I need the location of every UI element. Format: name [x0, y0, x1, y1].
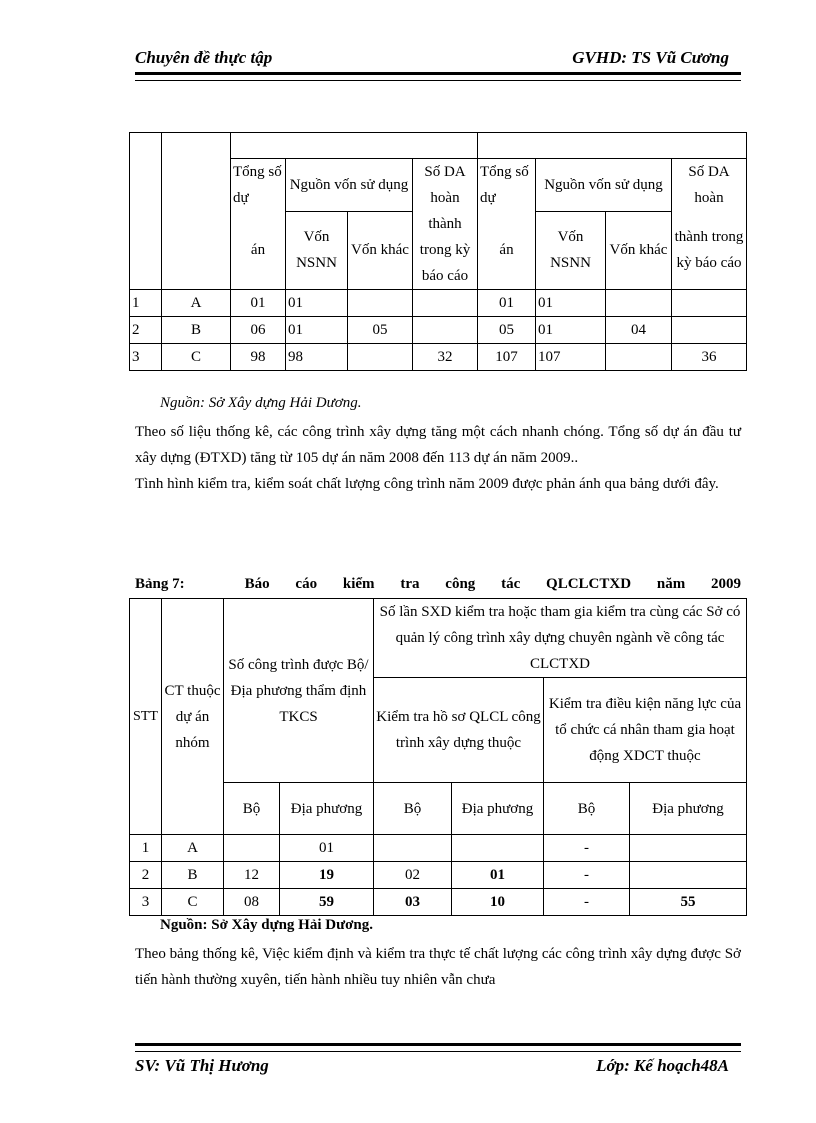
- table1-khac-header-2: Vốn khác: [606, 211, 672, 290]
- table2-capacity-header: Kiểm tra điều kiện năng lực của tổ chức cá nhân tham gia hoạt động XDCT thuộc: [544, 678, 747, 783]
- table1-done-header-2: Số DA hoàn: [672, 159, 747, 212]
- table-row: 1 A 01 -: [130, 835, 747, 862]
- table-row: 3 C 98 98 32 107 107 36: [130, 344, 747, 371]
- table1-nsnn-header: Vốn NSNN: [286, 211, 348, 290]
- table1-source-header: Nguồn vốn sử dụng: [286, 159, 413, 212]
- table2-bo-header-2: Bộ: [374, 783, 452, 835]
- table1-blank-period2: [478, 133, 747, 159]
- table2-appraised-header: Số công trình được Bộ/ Địa phương thẩm định TKCS: [224, 599, 374, 783]
- footer-right: Lớp: Kế hoạch48A: [596, 1056, 729, 1075]
- table2-bo-header: Bộ: [224, 783, 280, 835]
- table1-blank-stt: [130, 133, 162, 290]
- table1-blank-period1: [231, 133, 478, 159]
- body-text-1: [135, 419, 741, 497]
- table1-done-header-b: thành trong kỳ báo cáo: [413, 211, 478, 290]
- paragraph: Theo bảng thống kê, Việc kiểm định và kiểm tra thực tế chất lượng các công trình xây dựng được Sở tiến hành thường xuyên, tiến hành nhiều tuy nhiên vẫn chưa: [135, 946, 741, 988]
- table1-done-header: Số DA hoàn: [413, 159, 478, 212]
- table1-khac-header: Vốn khác: [348, 211, 413, 290]
- table1-blank-group: [162, 133, 231, 290]
- table1-done-header-b-2: thành trong kỳ báo cáo: [672, 211, 747, 290]
- table2-dossier-header: Kiểm tra hồ sơ QLCL công trình xây dựng thuộc: [374, 678, 544, 783]
- paragraph: Tình hình kiểm tra, kiểm soát chất lượng công trình năm 2009 được phản ánh qua bảng dưới đây.: [135, 476, 719, 492]
- table2-dp-header-2: Địa phương: [452, 783, 544, 835]
- table-row: 1 A 01 01 01 01: [130, 290, 747, 317]
- inspection-table: [129, 598, 747, 916]
- table2-group-header: CT thuộc dự án nhóm: [162, 599, 224, 835]
- table2-stt-header: STT: [130, 599, 162, 835]
- table1-nsnn-header-2: Vốn NSNN: [536, 211, 606, 290]
- caption-label: Bảng 7:: [135, 576, 185, 592]
- table2-dp-header-3: Địa phương: [630, 783, 747, 835]
- table1-source-header-2: Nguồn vốn sử dụng: [536, 159, 672, 212]
- table1-total-header: Tổng số dự: [231, 159, 286, 212]
- table2-bo-header-3: Bộ: [544, 783, 630, 835]
- header-right: GVHD: TS Vũ Cương: [572, 48, 729, 67]
- table1-total-header-b: án: [231, 211, 286, 290]
- table1-total-header-b-2: án: [478, 211, 536, 290]
- header-left: Chuyên đề thực tập: [135, 48, 273, 67]
- table-row: 2 B 06 01 05 05 01 04: [130, 317, 747, 344]
- table-row: 2 B 12 19 02 01 -: [130, 862, 747, 889]
- footer-left: SV: Vũ Thị Hương: [135, 1056, 269, 1075]
- project-table: [129, 132, 747, 371]
- table-caption: [135, 576, 741, 593]
- source-note-2: Nguồn: Sở Xây dựng Hải Dương.: [160, 917, 373, 933]
- footer-rule: [135, 1043, 741, 1052]
- table2-inspect-header: Số lần SXD kiểm tra hoặc tham gia kiểm tra cùng các Sở có quản lý công trình xây dựng chuyên ngành về công tác CLCTXD: [374, 599, 747, 678]
- header-rule: [135, 72, 741, 81]
- table-row: 3 C 08 59 03 10 - 55: [130, 889, 747, 916]
- source-note-1: Nguồn: Sở Xây dựng Hải Dương.: [160, 395, 362, 411]
- table1-total-header-2: Tổng số dự: [478, 159, 536, 212]
- table2-dp-header: Địa phương: [280, 783, 374, 835]
- body-text-2: [135, 941, 741, 993]
- paragraph: Theo số liệu thống kê, các công trình xây dựng tăng một cách nhanh chóng. Tổng số dự án đầu tư xây dựng (ĐTXD) tăng từ 105 dự án năm 2008 đến 113 dự án năm 2009..: [135, 424, 741, 466]
- caption-title: Báo cáo kiểm tra công tác QLCLCTXD năm 2009: [244, 576, 741, 592]
